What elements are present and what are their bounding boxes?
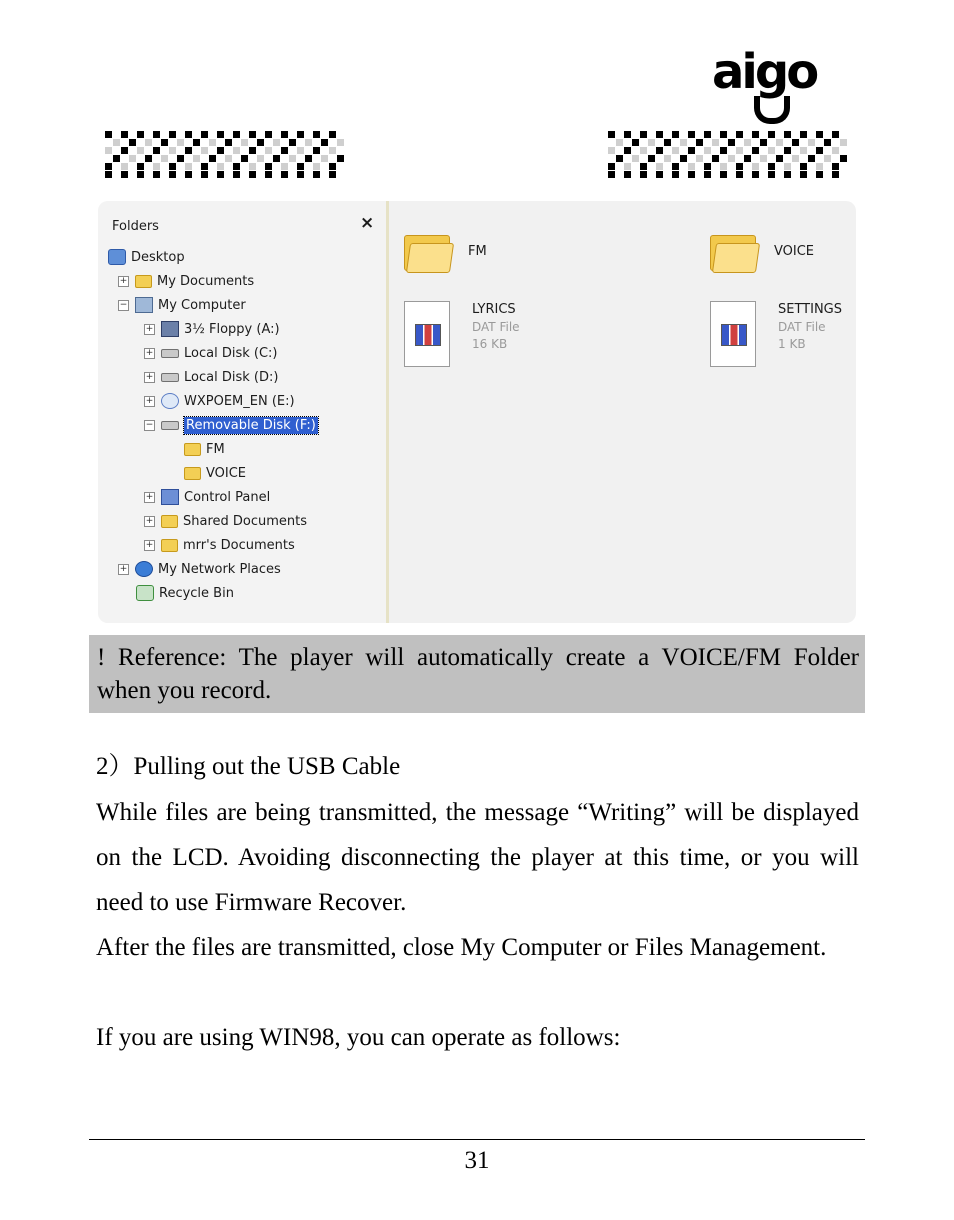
tree-item[interactable] (144, 487, 270, 507)
checker-pattern-right (608, 130, 848, 180)
folder-icon (184, 467, 201, 480)
tree-item[interactable] (144, 391, 295, 411)
computer-icon (135, 297, 153, 313)
expand-icon[interactable]: + (119, 563, 128, 574)
checker-pattern-left (105, 130, 345, 180)
drive-icon (161, 373, 179, 382)
tree-item[interactable] (184, 439, 225, 459)
tree-item[interactable] (144, 367, 278, 387)
section-heading: 2）Pulling out the USB Cable (96, 753, 401, 780)
tree-item-label: Removable Disk (F:) (186, 417, 316, 433)
tree-item[interactable] (144, 343, 277, 363)
tree-item[interactable] (136, 583, 234, 603)
file-size: 16 KB (472, 337, 508, 351)
tree-item-label: mrr's Documents (183, 537, 295, 553)
reference-note (89, 635, 865, 713)
tree-item-label: FM (206, 441, 225, 457)
file-size: 1 KB (778, 337, 806, 351)
logo-text: aigo (712, 44, 817, 100)
folder-icon (710, 229, 756, 271)
collapse-icon[interactable]: − (145, 419, 154, 430)
tree-item-label: My Network Places (158, 561, 281, 577)
file-name: VOICE (774, 244, 815, 259)
expand-icon[interactable]: + (145, 395, 154, 406)
tree-item[interactable] (144, 511, 307, 531)
file-name: LYRICS (472, 302, 516, 317)
tree-item-label: WXPOEM_EN (E:) (184, 393, 295, 409)
logo-tail-mark (754, 96, 790, 124)
cd-icon (161, 393, 179, 409)
control-panel-icon (161, 489, 179, 505)
paragraph: While files are being transmitted, the message “Writing” will be displayed on the LCD. Avoiding disconnecting the player at this time, or you will need to use Firmware Recover. (96, 799, 859, 916)
explorer-window (98, 201, 856, 623)
desktop-icon (108, 249, 126, 265)
tree-item-label: Local Disk (C:) (184, 345, 278, 361)
tree-item[interactable] (144, 415, 318, 435)
tree-item[interactable] (144, 319, 280, 339)
tree-item-label: Desktop (131, 249, 185, 265)
file-type: DAT File (472, 320, 520, 334)
folder-icon (161, 515, 178, 528)
folders-pane (98, 201, 389, 623)
drive-icon (161, 421, 179, 430)
network-icon (135, 561, 153, 577)
expand-icon[interactable]: + (145, 515, 154, 526)
expand-icon[interactable]: + (145, 371, 154, 382)
folders-pane-title: Folders (112, 219, 159, 234)
close-icon[interactable]: × (360, 213, 375, 233)
expand-icon[interactable]: + (145, 347, 154, 358)
reference-note-text: ! Reference: The player will automatically create a VOICE/FM Folder when you record. (97, 644, 859, 704)
expand-icon[interactable]: + (145, 539, 154, 550)
file-item-settings[interactable] (710, 301, 842, 367)
tree-item[interactable] (144, 535, 295, 555)
dat-file-icon (404, 301, 450, 367)
file-name: FM (468, 244, 487, 259)
paragraph: After the files are transmitted, close My Computer or Files Management. (96, 934, 827, 961)
expand-icon[interactable]: + (119, 275, 128, 286)
tree-item[interactable] (108, 247, 185, 267)
tree-item[interactable] (184, 463, 246, 483)
aigo-logo (712, 44, 842, 124)
tree-item-label: Local Disk (D:) (184, 369, 279, 385)
footer-divider (89, 1139, 865, 1140)
tree-item-label: My Computer (158, 297, 246, 313)
file-name: SETTINGS (778, 302, 843, 317)
folder-icon (184, 443, 201, 456)
file-item-voice[interactable] (710, 229, 814, 271)
file-type: DAT File (778, 320, 826, 334)
file-item-lyrics[interactable] (404, 301, 520, 367)
paragraph: If you are using WIN98, you can operate as follows: (96, 1024, 621, 1051)
page-number: 31 (464, 1147, 490, 1174)
drive-icon (161, 349, 179, 358)
tree-item-label: Shared Documents (183, 513, 308, 529)
floppy-icon (161, 321, 179, 337)
tree-item-label: Recycle Bin (159, 585, 234, 601)
folder-icon (404, 229, 450, 271)
tree-item[interactable] (118, 559, 281, 579)
dat-file-icon (710, 301, 756, 367)
tree-item[interactable] (118, 295, 246, 315)
tree-item-label: Control Panel (184, 489, 271, 505)
tree-item[interactable] (118, 271, 254, 291)
tree-item-label: VOICE (206, 465, 247, 481)
tree-item-label: My Documents (157, 273, 255, 289)
collapse-icon[interactable]: − (119, 299, 128, 310)
expand-icon[interactable]: + (145, 323, 154, 334)
tree-item-label: 3½ Floppy (A:) (184, 321, 280, 337)
recycle-bin-icon (136, 585, 154, 601)
expand-icon[interactable]: + (145, 491, 154, 502)
folder-icon (135, 275, 152, 288)
file-item-fm[interactable] (404, 229, 487, 271)
folder-icon (161, 539, 178, 552)
